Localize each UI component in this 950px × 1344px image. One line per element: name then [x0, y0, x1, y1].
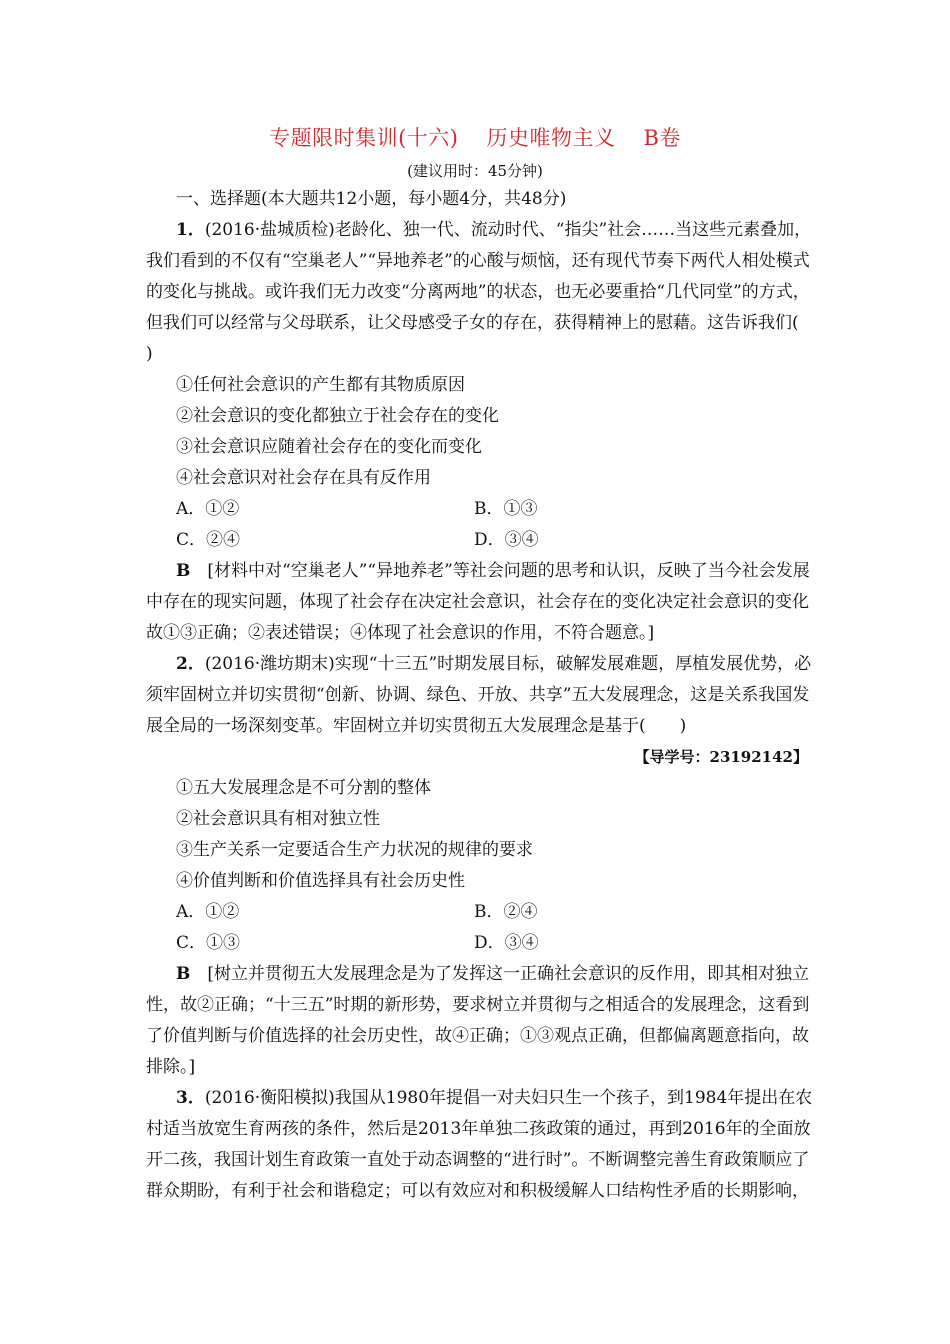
q2-line-2: 须牢固树立并切实贯彻“创新、协调、绿色、开放、共享”五大发展理念，这是关系我国发: [146, 685, 810, 705]
q2-item-1: ①五大发展理念是不可分割的整体: [176, 778, 431, 798]
q1-option-a: A．①②: [176, 499, 240, 519]
page-title: [0, 122, 950, 152]
q1-explanation-2: 中存在的现实问题，体现了社会存在决定社会意识，社会存在的变化决定社会意识的变化: [146, 592, 809, 612]
q1-option-b: B．①③: [474, 499, 538, 519]
q1-line-2: 我们看到的不仅有“空巢老人”“异地养老”的心酸与烦恼，还有现代节奏下两代人相处模式: [146, 251, 810, 271]
q2-option-d: D．③④: [474, 933, 539, 953]
title-main: 专题限时集训(十六): [269, 126, 459, 150]
q1-line-5: ): [146, 344, 153, 364]
q2-explanation-3: 了价值判断与价值选择的社会历史性，故④正确；①③观点正确，但都偏离题意指向，故: [146, 1026, 809, 1046]
q3-line-4: 群众期盼，有利于社会和谐稳定；可以有效应对和积极缓解人口结构性矛盾的长期影响，: [146, 1181, 809, 1201]
q1-option-c: C．②④: [176, 530, 241, 550]
q2-option-b: B．②④: [474, 902, 538, 922]
q2-item-2: ②社会意识具有相对独立性: [176, 809, 380, 829]
q1-line-3: 的变化与挑战。或许我们无力改变“分离两地”的状态，也无必要重拾“几代同堂”的方式，: [146, 282, 810, 302]
title-volume: B卷: [643, 126, 681, 150]
q2-option-a: A．①②: [176, 902, 240, 922]
q1-item-3: ③社会意识应随着社会存在的变化而变化: [176, 437, 482, 457]
q1-option-d: D．③④: [474, 530, 539, 550]
q3-line-2: 村适当放宽生育两孩的条件，然后是2013年单独二孩政策的通过，再到2016年的全面放: [146, 1119, 811, 1139]
q1-explanation-1: [材料中对“空巢老人”“异地养老”等社会问题的思考和认识，反映了当今社会发展: [207, 561, 810, 581]
q1-item-1: ①任何社会意识的产生都有其物质原因: [176, 375, 465, 395]
q1-item-4: ④社会意识对社会存在具有反作用: [176, 468, 431, 488]
q2-explanation-1: [树立并贯彻五大发展理念是为了发挥这一正确社会意识的反作用，即其相对独立: [207, 964, 810, 984]
q2-item-4: ④价值判断和价值选择具有社会历史性: [176, 871, 465, 891]
q2-answer: B: [176, 964, 191, 984]
q2-explanation-2: 性，故②正确；“十三五”时期的新形势，要求树立并贯彻与之相适合的发展理念，这看到: [146, 995, 810, 1015]
q2-number: 2．: [176, 654, 205, 674]
suggested-time: (建议用时：45分钟): [407, 162, 543, 180]
section-heading: 一、选择题(本大题共12小题，每小题4分，共48分): [176, 189, 567, 209]
q2-line-3: 展全局的一场深刻变革。牢固树立并切实贯彻五大发展理念是基于( ): [146, 716, 687, 736]
q3-line-1: [176, 1083, 813, 1113]
q1-number: 1．: [176, 220, 205, 240]
q3-line-3: 开二孩，我国计划生育政策一直处于动态调整的“进行时”。不断调整完善生育政策顺应了: [146, 1150, 810, 1170]
q2-item-3: ③生产关系一定要适合生产力状况的规律的要求: [176, 840, 533, 860]
q2-explanation-4: 排除。]: [146, 1057, 196, 1077]
guide-number: 【导学号：23192142】: [634, 748, 808, 766]
q2-option-c: C．①③: [176, 933, 241, 953]
q2-answer-line-1: [176, 959, 808, 989]
q1-line-4: 但我们可以经常与父母联系，让父母感受子女的存在，获得精神上的慰藉。这告诉我们(: [146, 313, 799, 333]
q3-text-1: (2016·衡阳模拟)我国从1980年提倡一对夫妇只生一个孩子，到1984年提出在农: [204, 1088, 813, 1108]
q1-answer-line-1: [176, 556, 808, 586]
q1-text-1: (2016·盐城质检)老龄化、独一代、流动时代、“指尖”社会……当这些元素叠加，: [204, 220, 812, 240]
q2-text-1: (2016·潍坊期末)实现“十三五”时期发展目标，破解发展难题，厚植发展优势，必: [204, 654, 812, 674]
q3-number: 3．: [176, 1088, 205, 1108]
q1-line-1: [176, 215, 812, 245]
q2-line-1: [176, 649, 812, 679]
q1-explanation-3: 故①③正确；②表述错误；④体现了社会意识的作用，不符合题意。]: [146, 623, 655, 643]
q1-answer: B: [176, 561, 191, 581]
q1-item-2: ②社会意识的变化都独立于社会存在的变化: [176, 406, 499, 426]
title-topic: 历史唯物主义: [486, 126, 616, 150]
